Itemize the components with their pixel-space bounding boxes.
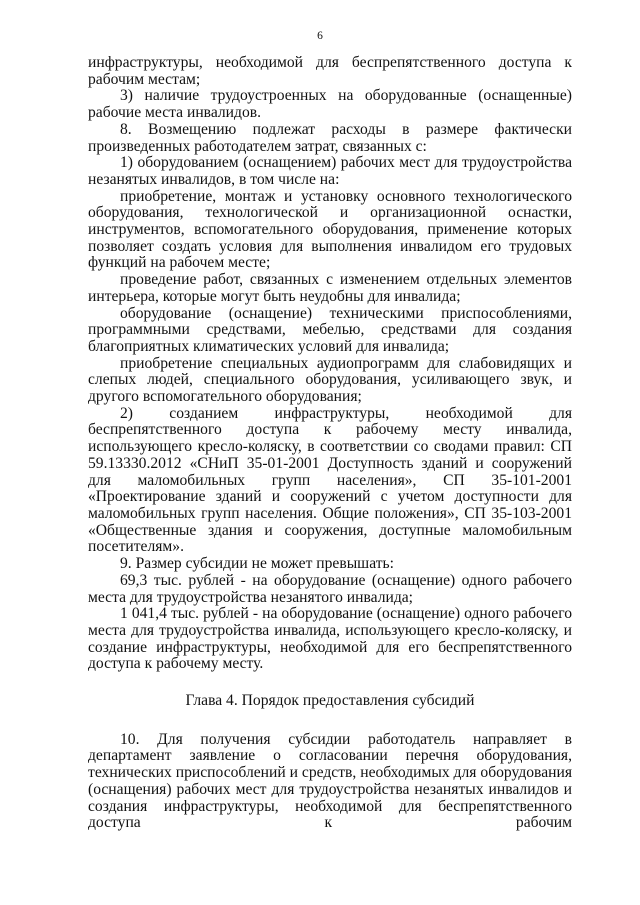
paragraph: 8. Возмещению подлежат расходы в размере фактически произведенных работодателем затрат, связанных с: — [88, 120, 572, 155]
paragraph: 2) созданием инфраструктуры, необходимой для беспрепятственного доступа к рабочему месту инвалида, использующего кресло-коляску, в соответствии со сводами правил: СП 59.13330.2012 «СНиП 35-01-2001 Доступность зданий и сооружений для маломобильных групп населения», СП 35-101-2001 «Проектирование зданий и сооружений с учетом доступности для маломобильных групп населения. Общие положения», СП 35-103-2001 «Общественные здания и сооружения, доступные маломобильным посетителям». — [88, 404, 572, 556]
paragraph: 1 041,4 тыс. рублей - на оборудование (оснащение) одного рабочего места для трудоустройства инвалида, использующего кресло-коляску, и создание инфраструктуры, необходимой для его беспрепятственного доступа к рабочему месту. — [88, 605, 572, 673]
paragraph: 69,3 тыс. рублей - на оборудование (оснащение) одного рабочего места для трудоустройства незанятого инвалида; — [88, 571, 572, 606]
paragraph: инфраструктуры, необходимой для беспрепятственного доступа к рабочим местам; — [88, 54, 572, 88]
paragraph: приобретение, монтаж и установку основного технологического оборудования, технологической и организационной оснастки, инструментов, вспомогательного оборудования, применение которых позволяет создать условия для выполнения инвалидом его трудовых функций на рабочем месте; — [88, 187, 572, 272]
paragraph-10: 10. Для получения субсидии работодатель направляет в департамент заявление о согласовании перечня оборудования, технических приспособлений и средств, необходимых для оборудования (оснащения) рабочих мест для трудоустройства незанятых инвалидов и создания инфраструктуры, необходимой для беспрепятственного доступа к рабочим — [88, 730, 572, 832]
page-number: 6 — [317, 30, 323, 42]
paragraph: 3) наличие трудоустроенных на оборудованные (оснащенные) рабочие места инвалидов. — [88, 87, 572, 122]
paragraph: оборудование (оснащение) техническими приспособлениями, программными средствами, мебелью, средствами для создания благоприятных климатических условий для инвалида; — [88, 304, 572, 355]
chapter-heading: Глава 4. Порядок предоставления субсидий — [185, 692, 475, 710]
paragraph: 9. Размер субсидии не может превышать: — [120, 555, 394, 573]
document-body — [88, 55, 572, 832]
paragraph: приобретение специальных аудиопрограмм для слабовидящих и слепых людей, специального оборудования, усиливающего звук, и другого вспомогательного оборудования; — [88, 354, 572, 406]
paragraph: 1) оборудованием (оснащением) рабочих мест для трудоустройства незанятых инвалидов, в том числе на: — [88, 154, 572, 188]
paragraph: проведение работ, связанных с изменением отдельных элементов интерьера, которые могут быть неудобны для инвалида; — [88, 271, 572, 305]
